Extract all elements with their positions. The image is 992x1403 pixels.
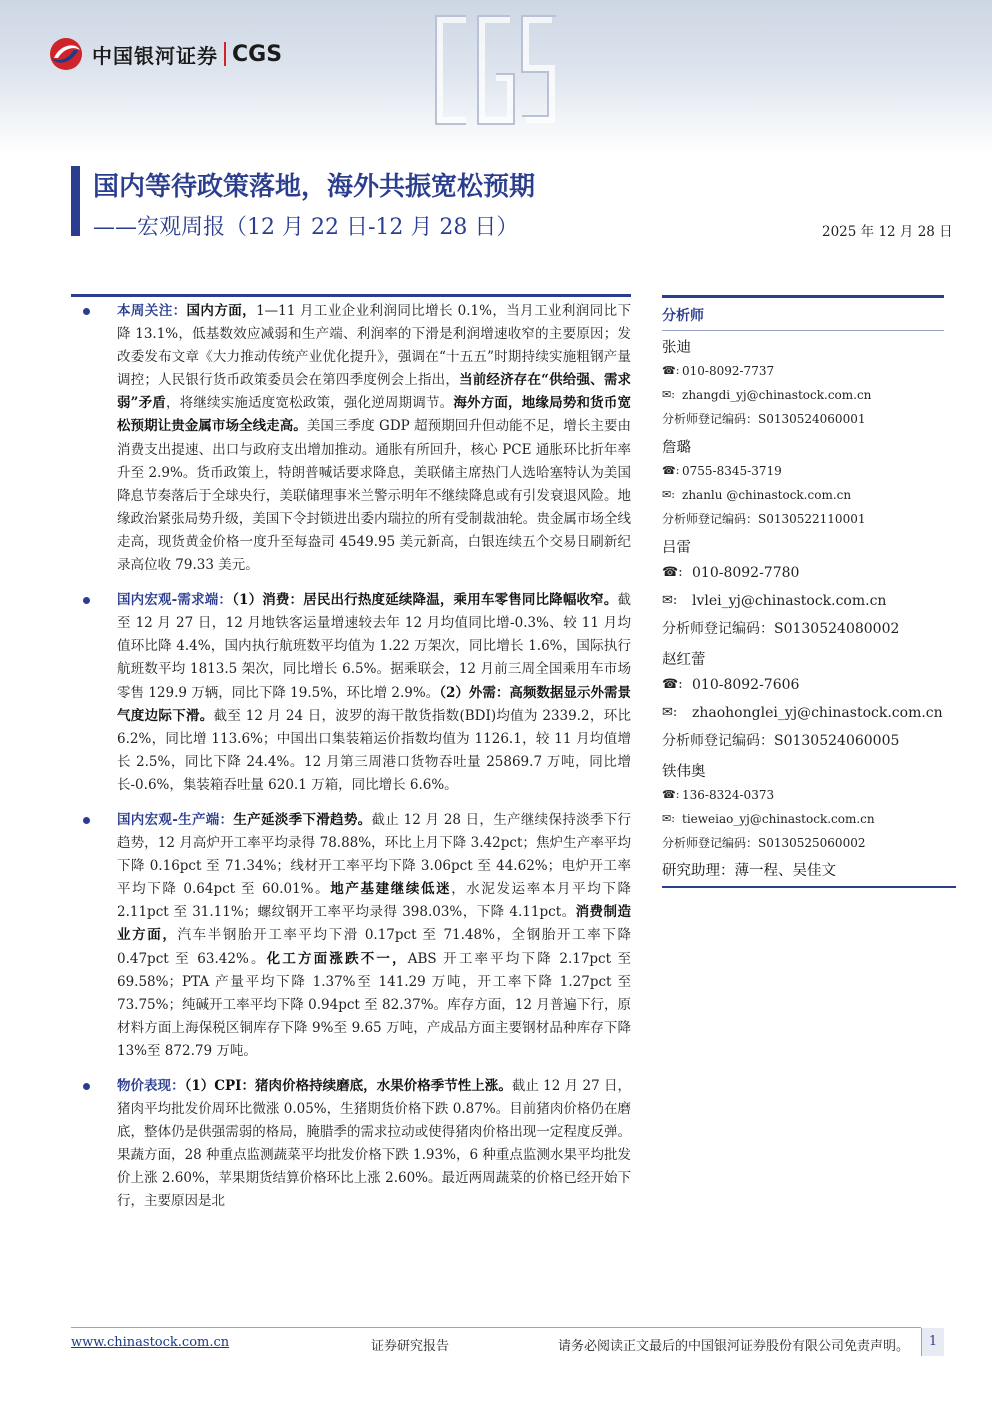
- phone-icon: ☎:: [662, 364, 680, 377]
- analyst-registration: [662, 727, 956, 755]
- analyst-email[interactable]: [662, 383, 956, 407]
- title-accent-bar: [71, 166, 80, 236]
- analyst-registration-value: 分析师登记编码：S0130525060002: [662, 836, 866, 850]
- emphasis-text: 地产基建继续低迷: [330, 881, 452, 898]
- analyst-registration-value: 分析师登记编码：S0130524060005: [662, 733, 900, 749]
- analyst-registration: [662, 831, 956, 855]
- bullet-icon: [83, 817, 90, 824]
- analyst-phone-value: 0755-8345-3719: [682, 464, 782, 478]
- section-text: [117, 1075, 631, 1214]
- analyst-name: 吕雷: [662, 540, 691, 556]
- analyst-list: [662, 337, 956, 855]
- body-text: 截至 12 月 27 日，12 月地铁客运量增速较去年 12 月均值同比增-0.3%、较 11 月均值环比降 4.4%，国内执行航班数平均值为 1.22 万架次，同比增长 1.6%，国际执行航班数平均 1813.5 架次，同比增长 6.5%。据乘联会，12 月前三周全国乘用车市场零售 129.9 万辆，同比下降 19.5%，环比增 2.9%。: [117, 592, 631, 701]
- analyst-registration-value: 分析师登记编码：S0130524060001: [662, 412, 866, 426]
- sidebar-top-rule: [662, 295, 944, 298]
- analyst-email[interactable]: [662, 587, 956, 615]
- emphasis-text: 国内方面，: [186, 303, 257, 319]
- analyst-name: 张迪: [662, 340, 691, 356]
- logo-chinese-name: 中国银河证券: [92, 43, 218, 68]
- report-date: 2025 年 12 月 28 日: [822, 224, 953, 240]
- emphasis-text: 生产延淡季下滑趋势。: [233, 811, 372, 828]
- section-text: [117, 589, 631, 797]
- summary-section: [71, 1075, 631, 1214]
- page-number: 1: [921, 1328, 944, 1356]
- analyst-registration: [662, 507, 956, 531]
- emphasis-text: （1）CPI：猪肉价格持续磨底，水果价格季节性上涨。: [184, 1078, 512, 1094]
- email-icon: ✉:: [662, 812, 675, 825]
- email-icon: ✉:: [662, 593, 678, 608]
- analyst-registration: [662, 615, 956, 643]
- section-text: [117, 809, 631, 1063]
- body-text: 汽车半钢胎开工率平均下滑 0.17pct 至 71.48%，全钢胎开工率下降 0.47pct 至 63.42%。: [117, 927, 631, 967]
- body-text: ABS 开工率平均下降 2.17pct 至 69.58%；PTA 产量平均下降 1.37%至 141.29 万吨，开工率下降 1.27pct 至 73.75%；纯碱开工率平均下降 0.94pct 至 82.37%。库存方面，12 月普遍下行，原材料方面上海保税区铜库存下降 9%至 9.65 万吨，产成品方面主要钢材品种库存下降 13%至 872.79 万吨。: [117, 950, 632, 1059]
- analyst-sidebar: [662, 295, 956, 888]
- logo-english-name: CGS: [232, 41, 283, 67]
- sidebar-heading: 分析师: [662, 306, 944, 331]
- phone-icon: ☎:: [662, 464, 680, 477]
- phone-icon: ☎:: [662, 788, 680, 801]
- body-text: 截止 12 月 27 日，猪肉平均批发价周环比微涨 0.05%，生猪期货价格下跌 0.87%。目前猪肉价格仍在磨底，整体仍是供强需弱的格局，腌腊季的需求拉动或使得猪肉价格出现一定程度反弹。果蔬方面，28 种重点监测蔬菜平均批发价格下跌 1.93%，6 种重点监测水果平均批发价上涨 2.60%，苹果期货结算价格环比上涨 2.60%。最近两周蔬菜的价格已经开始下行，主要原因是北: [117, 1078, 631, 1210]
- section-lead: 物价表现：: [117, 1078, 185, 1094]
- main-top-rule: [71, 294, 631, 297]
- analyst-registration: [662, 407, 956, 431]
- company-logo: [48, 36, 282, 72]
- analyst-email-value[interactable]: zhangdi_yj@chinastock.com.cn: [682, 388, 872, 402]
- analyst-phone-value: 010-8092-7780: [692, 565, 800, 581]
- analyst-phone: [662, 783, 956, 807]
- analyst-phone: [662, 359, 956, 383]
- emphasis-text: （1）消费：居民出行热度延续降温，乘用车零售同比降幅收窄。: [232, 592, 618, 609]
- summary-section: [71, 589, 631, 797]
- analyst-name: 赵红蕾: [662, 652, 706, 668]
- body-text: ，水泥发运率本月平均下降 2.11pct 至 31.11%；螺纹钢开工率平均录得 398.03%，下降 4.11pct。: [117, 881, 631, 921]
- summary-section: [71, 809, 631, 1063]
- email-icon: ✉:: [662, 488, 675, 501]
- footer-rule: [71, 1327, 921, 1328]
- section-lead: 本周关注：: [117, 303, 187, 319]
- emphasis-text: 化工方面涨跌不一，: [266, 950, 408, 967]
- research-assistant: 研究助理：薄一程、吴佳文: [662, 859, 956, 888]
- galaxy-logo-icon: [48, 36, 84, 72]
- analyst-registration-value: 分析师登记编码：S0130524080002: [662, 621, 900, 637]
- analyst-email-value[interactable]: zhaohonglei_yj@chinastock.com.cn: [692, 705, 943, 721]
- analyst-email[interactable]: [662, 699, 956, 727]
- email-icon: ✉:: [662, 705, 678, 720]
- bullet-icon: [83, 1083, 90, 1090]
- section-text: [117, 300, 631, 577]
- analyst-registration-value: 分析师登记编码：S0130522110001: [662, 512, 866, 526]
- analyst-email[interactable]: [662, 807, 956, 831]
- bullet-icon: [83, 308, 90, 315]
- analyst-email-value[interactable]: lvlei_yj@chinastock.com.cn: [692, 593, 887, 609]
- report-subtitle: ——宏观周报（12 月 22 日-12 月 28 日）: [93, 215, 519, 240]
- analyst-phone-value: 010-8092-7737: [682, 364, 775, 378]
- analyst-email[interactable]: [662, 483, 956, 507]
- phone-icon: ☎:: [662, 565, 683, 580]
- analyst-phone: [662, 671, 956, 699]
- analyst-email-value[interactable]: zhanlu @chinastock.com.cn: [682, 488, 852, 502]
- footer-disclaimer: 请务必阅读正文最后的中国银河证券股份有限公司免责声明。: [558, 1339, 910, 1354]
- email-icon: ✉:: [662, 388, 675, 401]
- analyst-phone: [662, 559, 956, 587]
- main-content: [71, 300, 631, 1226]
- section-lead: 国内宏观-生产端：: [117, 811, 234, 828]
- footer-report-type: 证券研究报告: [371, 1339, 450, 1354]
- analyst-phone-value: 010-8092-7606: [692, 677, 800, 693]
- body-text: 美国三季度 GDP 超预期回升但动能不足，增长主要由消费支出提速、出口与政府支出增加推动。通胀有所回升，核心 PCE 通胀环比折年率升至 2.9%。货币政策上，特朗普喊话要求降息，美联储主席热门人选哈塞特认为美国降息节奏落后于全球央行，美联储理事米兰警示明年不继续降息或有引发衰退风险。地缘政治紧张局势升级，美国下令封锁进出委内瑞拉的所有受制裁油轮。贵金属市场全线走高，现货黄金价格一度升至每盎司 4549.95 美元新高，白银连续五个交易日刷新纪录高位收 79.33 美元。: [117, 418, 632, 574]
- emphasis-text: 消费制造业方面，: [117, 904, 632, 944]
- analyst-name: 詹璐: [662, 440, 691, 456]
- body-text: ，将继续实施适度宽松政策，强化逆周期调节。: [166, 395, 454, 412]
- emphasis-text: 海外方面，地缘局势和货币宽松预期让贵金属市场全线走高。: [117, 395, 632, 435]
- bullet-icon: [83, 597, 90, 604]
- section-lead: 国内宏观-需求端：: [117, 592, 233, 609]
- body-text: 截至 12 月 24 日，波罗的海干散货指数(BDI)均值为 2339.2，环比 6.2%，同比增 113.6%；中国出口集装箱运价指数均值为 1126.1，较 11 月均值增长 2.5%，同比下降 24.4%。12 月第三周港口货物吞吐量 25869.7 万吨，同比增长-0.6%，集装箱吞吐量 620.1 万箱，同比增长 6.6%。: [117, 707, 631, 793]
- emphasis-text: （2）外需：高频数据显示外需景气度边际下滑。: [117, 684, 631, 724]
- analyst-phone: [662, 459, 956, 483]
- report-title: 国内等待政策落地，海外共振宽松预期: [93, 172, 536, 202]
- logo-separator: [224, 42, 226, 66]
- emphasis-text: 当前经济存在“供给强、需求弱”矛盾: [117, 372, 632, 412]
- body-text: 1—11 月工业企业利润同比增长 0.1%，当月工业利润同比下降 13.1%，低基数效应减弱和生产端、利润率的下滑是利润增速收窄的主要原因；发改委发布文章《大力推动传统产业优化提升》，强调在“十五五”时期持续实施粗钢产量调控；人民银行货币政策委员会在第四季度例会上指出，: [117, 303, 632, 389]
- cgs-watermark-graphic: [430, 8, 560, 133]
- body-text: 截止 12 月 28 日，生产继续保持淡季下行趋势，12 月高炉开工率平均录得 78.88%，环比上月下降 3.42pct；焦炉生产率平均下降 0.16pct 至 71.34%；线材开工率平均下降 3.06pct 至 44.62%；电炉开工率平均下降 0.64pct 至 60.01%。: [117, 811, 632, 898]
- footer-website-link[interactable]: www.chinastock.com.cn: [71, 1335, 230, 1350]
- phone-icon: ☎:: [662, 677, 683, 692]
- analyst-name: 铁伟奥: [662, 764, 706, 780]
- summary-section: [71, 300, 631, 577]
- analyst-phone-value: 136-8324-0373: [682, 788, 775, 802]
- analyst-email-value[interactable]: tieweiao_yj@chinastock.com.cn: [682, 812, 875, 826]
